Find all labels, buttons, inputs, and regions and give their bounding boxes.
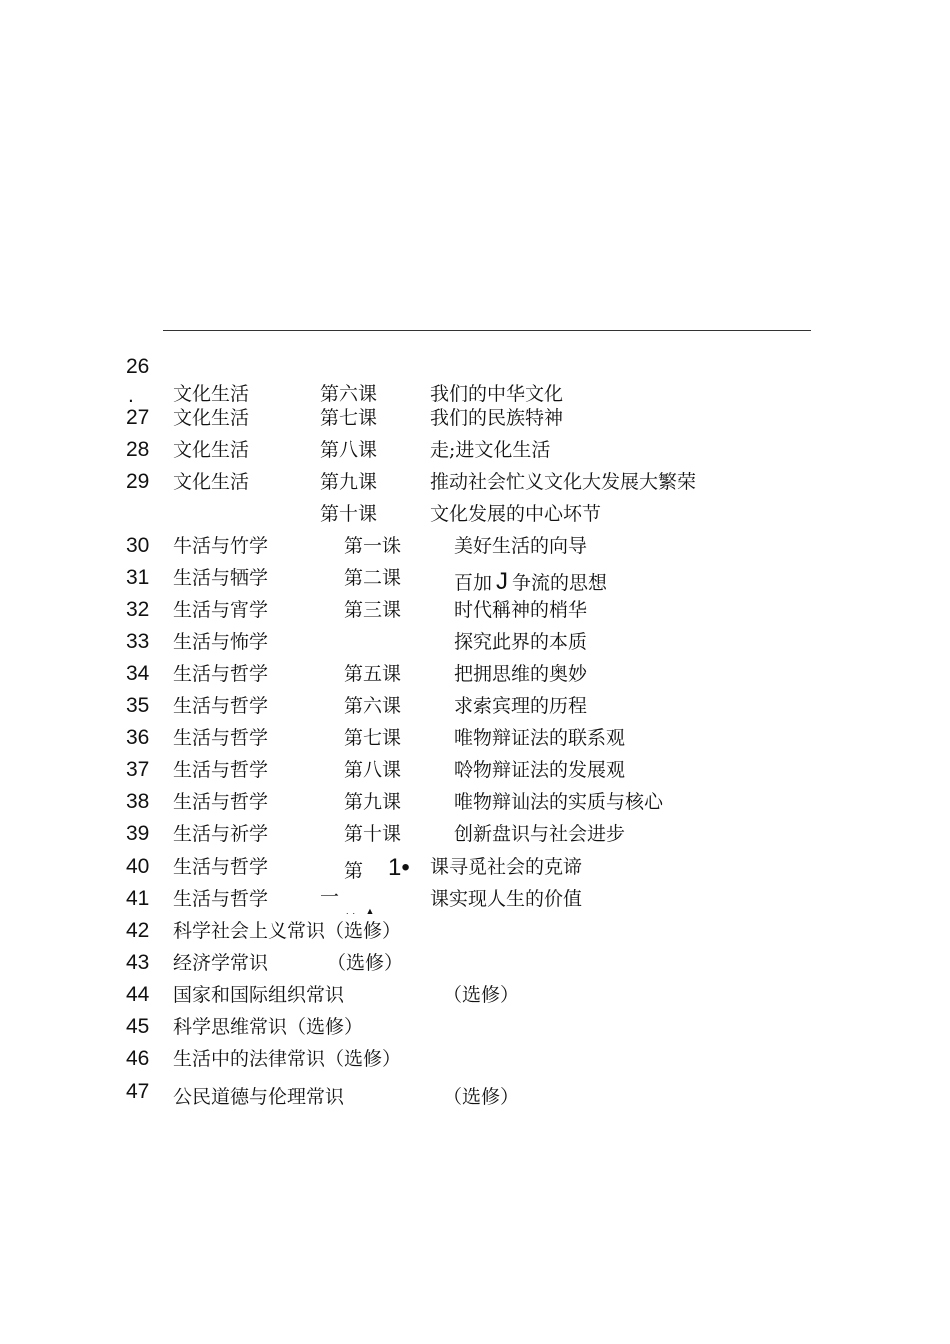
lesson-title-part: 百加 bbox=[454, 572, 493, 594]
subject: 生活与哲学 bbox=[173, 888, 269, 910]
elective-note: （选修） bbox=[443, 984, 520, 1006]
row-number: 28 bbox=[126, 438, 150, 461]
row-number: 31 bbox=[126, 566, 150, 589]
ocr-marks: .. ▲ bbox=[346, 906, 379, 916]
subject: 牛活与竹学 bbox=[173, 535, 269, 557]
subject: 科学思维常识（选修） bbox=[173, 1016, 364, 1038]
subject: 生活与哲学 bbox=[173, 663, 269, 685]
subject: 生活中的法律常识（选修） bbox=[173, 1048, 402, 1070]
subject: 生活与宵学 bbox=[173, 599, 269, 621]
lesson-title: 唯物辩讪法的实质与核心 bbox=[454, 791, 664, 813]
lesson-number: 第三课 bbox=[344, 599, 402, 621]
lesson-title: 求索宾理的历程 bbox=[454, 695, 588, 717]
row-number: 39 bbox=[126, 822, 150, 845]
subject: 文化生活 bbox=[173, 439, 250, 461]
lesson-number: 第五课 bbox=[344, 663, 402, 685]
subject: 文化生活 bbox=[173, 383, 250, 405]
subject: 文化生活 bbox=[173, 407, 250, 429]
subject: 生活与哲学 bbox=[173, 759, 269, 781]
subject: 科学社会上义常识（选修） bbox=[173, 920, 402, 942]
elective-note: （选修） bbox=[327, 952, 404, 974]
row-number: 32 bbox=[126, 598, 150, 621]
row-number: 38 bbox=[126, 790, 150, 813]
lesson-number: 第六课 bbox=[344, 695, 402, 717]
row-number: 41 bbox=[126, 887, 150, 910]
lesson-title bbox=[454, 570, 607, 595]
lesson-title: 我们的民族特神 bbox=[430, 407, 564, 429]
subject: 生活与哲学 bbox=[173, 695, 269, 717]
lesson-title: 我们的中华文化 bbox=[430, 383, 564, 405]
lesson-number: 第十课 bbox=[344, 823, 402, 845]
lesson-number: 第七课 bbox=[320, 407, 378, 429]
lesson-number: 第 bbox=[344, 860, 364, 882]
row-number: 26 bbox=[126, 355, 150, 378]
row-number: 42 bbox=[126, 919, 150, 942]
lesson-number: 第一诛 bbox=[344, 535, 402, 557]
lesson-number: 第八课 bbox=[344, 759, 402, 781]
lesson-title: 唯物辩证法的联系观 bbox=[454, 727, 626, 749]
row-number-dot: . bbox=[128, 384, 134, 407]
row-number: 27 bbox=[126, 406, 150, 429]
elective-note: （选修） bbox=[443, 1086, 520, 1108]
row-number: 43 bbox=[126, 951, 150, 974]
lesson-number: 第九课 bbox=[320, 471, 378, 493]
lesson-title: 把拥思维的奥妙 bbox=[454, 663, 588, 685]
lesson-title: 文化发展的中心坏节 bbox=[430, 503, 602, 525]
ocr-glyph: J bbox=[496, 568, 509, 595]
row-number: 30 bbox=[126, 534, 150, 557]
row-number: 44 bbox=[126, 983, 150, 1006]
row-number: 34 bbox=[126, 662, 150, 685]
lesson-number: 第七课 bbox=[344, 727, 402, 749]
subject: 生活与牺学 bbox=[173, 567, 269, 589]
lesson-title: 探究此界的本质 bbox=[454, 631, 588, 653]
row-number: 36 bbox=[126, 726, 150, 749]
row-number: 37 bbox=[126, 758, 150, 781]
ocr-glyph: 1• bbox=[388, 854, 410, 881]
row-number: 40 bbox=[126, 855, 150, 878]
lesson-number: 第二课 bbox=[344, 567, 402, 589]
subject: 国家和国际组织常识 bbox=[173, 984, 345, 1006]
subject: 生活与哲学 bbox=[173, 791, 269, 813]
subject: 文化生活 bbox=[173, 471, 250, 493]
lesson-title: 走;进文化生活 bbox=[430, 439, 551, 461]
lesson-number: 一 bbox=[320, 886, 340, 908]
subject: 公民道德与伦理常识 bbox=[173, 1086, 345, 1108]
lesson-title: 时代稱神的梢华 bbox=[454, 599, 588, 621]
subject: 生活与哲学 bbox=[173, 856, 269, 878]
subject: 生活与哲学 bbox=[173, 727, 269, 749]
row-number: 47 bbox=[126, 1080, 150, 1103]
lesson-number: 第九课 bbox=[344, 791, 402, 813]
lesson-title: 美好生活的向导 bbox=[454, 535, 588, 557]
subject: 生活与祈学 bbox=[173, 823, 269, 845]
subject: 经济学常识 bbox=[173, 952, 269, 974]
row-number: 46 bbox=[126, 1047, 150, 1070]
lesson-number: 第六课 bbox=[320, 383, 378, 405]
lesson-title: 课实现人生的价值 bbox=[430, 888, 583, 910]
header-rule bbox=[163, 330, 811, 331]
lesson-title: 唥物辩证法的发展观 bbox=[454, 759, 626, 781]
lesson-title-part: 争流的思想 bbox=[512, 572, 608, 594]
lesson-title: 创新盘识与社会进步 bbox=[454, 823, 626, 845]
row-number: 33 bbox=[126, 630, 150, 653]
lesson-title: 推动社会忙义文化大发展大繁荣 bbox=[430, 471, 697, 493]
row-number: 35 bbox=[126, 694, 150, 717]
lesson-number: 第八课 bbox=[320, 439, 378, 461]
lesson-title: 课寻觅社会的克谛 bbox=[430, 856, 583, 878]
subject: 生活与怖学 bbox=[173, 631, 269, 653]
row-number: 45 bbox=[126, 1015, 150, 1038]
row-number: 29 bbox=[126, 470, 150, 493]
lesson-number: 第十课 bbox=[320, 503, 378, 525]
